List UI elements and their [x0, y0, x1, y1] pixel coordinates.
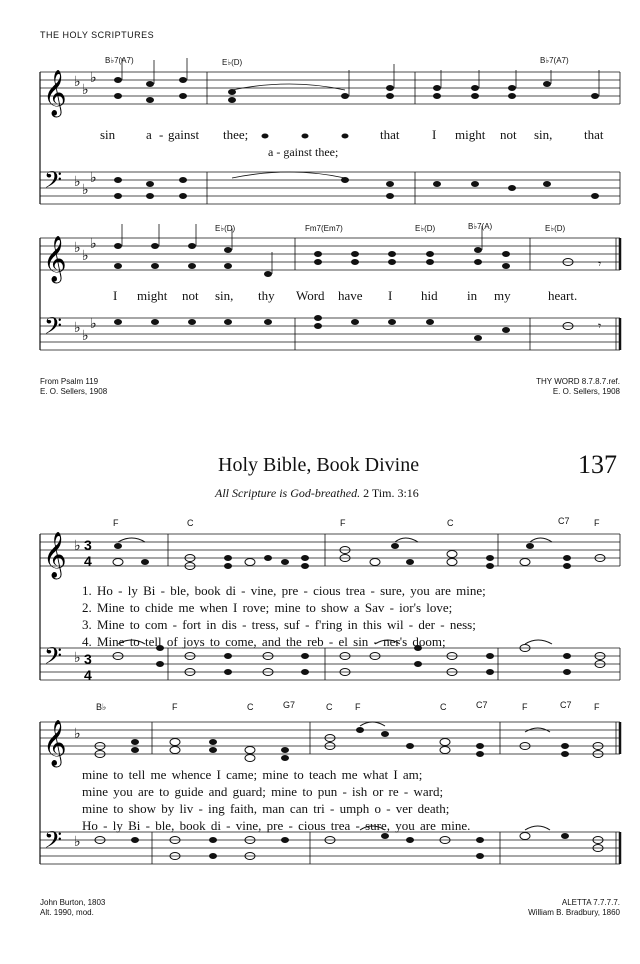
lyric-word: not: [500, 127, 517, 142]
lyric-word: in: [467, 288, 478, 303]
svg-text:♭: ♭: [82, 247, 89, 263]
chord-symbol: B♭: [96, 702, 107, 712]
alt-lyric: a - gainst thee;: [268, 145, 339, 159]
text-source: [40, 377, 107, 397]
chord-symbol: F: [113, 518, 119, 528]
svg-text:♭: ♭: [74, 319, 81, 335]
svg-text:𝄾: 𝄾: [598, 319, 602, 333]
credit-line: William B. Bradbury, 1860: [528, 908, 620, 917]
hymn-system-2-score: [0, 698, 640, 868]
svg-text:♭: ♭: [90, 169, 97, 185]
svg-text:♭: ♭: [74, 239, 81, 255]
lyric-word: not: [182, 288, 199, 303]
svg-text:3: 3: [84, 537, 92, 553]
lyric-word: sin: [100, 127, 116, 142]
chord-symbol: C: [187, 518, 194, 528]
chord-symbol: F: [594, 518, 600, 528]
chord-symbol: C7: [560, 700, 572, 710]
lyric-word: heart.: [548, 288, 578, 303]
lyric-word: Word: [296, 288, 325, 303]
hymn-number: 137: [578, 450, 617, 479]
svg-text:♭: ♭: [74, 649, 81, 665]
credit-line: ALETTA 7.7.7.7.: [561, 898, 620, 907]
chord-symbol: E♭(D): [215, 224, 236, 233]
svg-text:♭: ♭: [74, 173, 81, 189]
chord-symbol: Fm7(Em7): [305, 224, 343, 233]
hymn-text-credit: [40, 898, 105, 918]
svg-text:♭: ♭: [74, 725, 81, 741]
chord-symbol: B♭7(A): [468, 222, 493, 231]
svg-text:3: 3: [84, 651, 92, 667]
svg-text:♭: ♭: [90, 235, 97, 251]
lyric-word: might: [455, 127, 486, 142]
chord-symbol: C: [440, 702, 447, 712]
svg-text:♭: ♭: [82, 327, 89, 343]
lyric-word: might: [137, 288, 168, 303]
epigraph: [215, 486, 419, 501]
verse-3-line-2: mine to show by liv - ing faith, man can tri - umph o - ver death;: [82, 801, 450, 816]
hymn-tune-credit: [528, 898, 620, 918]
verse-1-line-1: 1. Ho - ly Bi - ble, book di - vine, pre - cious trea - sure, you are mine;: [82, 583, 486, 598]
chord-symbol: B♭7(A7): [540, 56, 569, 65]
chord-symbol: C7: [558, 516, 570, 526]
svg-text:♭: ♭: [74, 833, 81, 849]
svg-text:♭: ♭: [90, 315, 97, 331]
chord-symbol: F: [340, 518, 346, 528]
svg-text:𝄢: 𝄢: [44, 312, 63, 345]
lyric-word: have: [338, 288, 363, 303]
chord-symbol: C: [247, 702, 254, 712]
svg-text:♭: ♭: [82, 181, 89, 197]
lyric-word: gainst: [168, 127, 200, 142]
chord-symbol: F: [172, 702, 178, 712]
epigraph-reference: 2 Tim. 3:16: [363, 486, 419, 500]
svg-text:𝄞: 𝄞: [43, 236, 67, 282]
verse-1-line-2: mine to tell me whence I came; mine to teach me what I am;: [82, 767, 423, 782]
lyric-word: my: [494, 288, 511, 303]
svg-text:𝄞: 𝄞: [43, 70, 67, 116]
svg-text:𝄢: 𝄢: [44, 642, 63, 675]
verse-4-line-2: Ho - ly Bi - ble, book di - vine, pre - cious trea - sure, you are mine.: [82, 818, 471, 833]
lyric-word: sin,: [534, 127, 553, 142]
tune-source: [536, 377, 620, 397]
chord-symbol: E♭(D): [545, 224, 566, 233]
source-line: From Psalm 119: [40, 377, 99, 386]
svg-text:𝄞: 𝄞: [43, 720, 67, 766]
svg-text:4: 4: [84, 667, 92, 683]
chord-symbol: B♭7(A7): [105, 56, 134, 65]
verse-4-line-1: 4. Mine to tell of joys to come, and the reb - el sin - ner's doom;: [82, 634, 446, 649]
svg-text:𝄾: 𝄾: [598, 257, 602, 271]
lyric-hyphen: -: [159, 127, 164, 142]
svg-text:♭: ♭: [74, 73, 81, 89]
chord-symbol: C7: [476, 700, 488, 710]
chord-symbol: F: [594, 702, 600, 712]
svg-text:4: 4: [84, 553, 92, 569]
verse-2-line-2: mine you are to guide and guard; mine to pun - ish or re - ward;: [82, 784, 444, 799]
lyric-word: I: [388, 288, 393, 303]
svg-text:𝄞: 𝄞: [43, 532, 67, 578]
lyric-word: I: [432, 127, 437, 142]
lyric-word: thee;: [223, 127, 249, 142]
credit-line: Alt. 1990, mod.: [40, 908, 94, 917]
chord-symbol: F: [355, 702, 361, 712]
source-line: THY WORD 8.7.8.7.ref.: [536, 377, 620, 386]
verse-3-line-1: 3. Mine to com - fort in dis - tress, suf - f'ring in this wil - der - ness;: [82, 617, 476, 632]
chord-symbol: E♭(D): [415, 224, 436, 233]
chord-symbol: G7: [283, 700, 296, 710]
chord-symbol: E♭(D): [222, 58, 243, 67]
lyric-word: that: [380, 127, 400, 142]
verse-2-line-1: 2. Mine to chide me when I rove; mine to show a Sav - ior's love;: [82, 600, 453, 615]
epigraph-text: All Scripture is God-breathed.: [215, 486, 361, 500]
svg-text:♭: ♭: [74, 537, 81, 553]
lyric-word: I: [113, 288, 118, 303]
lyric-word: thy: [258, 288, 275, 303]
source-line: E. O. Sellers, 1908: [552, 387, 620, 396]
lyric-word: hid: [421, 288, 438, 303]
svg-text:𝄢: 𝄢: [44, 166, 63, 199]
credit-line: John Burton, 1803: [40, 898, 106, 907]
chord-symbol: C: [447, 518, 454, 528]
hymn-title: Holy Bible, Book Divine: [218, 454, 420, 476]
lyric-word: sin,: [215, 288, 234, 303]
page-header: THE HOLY SCRIPTURES: [40, 30, 155, 40]
source-line: E. O. Sellers, 1908: [40, 387, 108, 396]
lyric-word: a: [146, 127, 152, 142]
chord-symbol: C: [326, 702, 333, 712]
svg-text:𝄢: 𝄢: [44, 826, 63, 859]
chord-symbol: F: [522, 702, 528, 712]
svg-text:♭: ♭: [90, 69, 97, 85]
lyric-word: that: [584, 127, 604, 142]
svg-text:♭: ♭: [82, 81, 89, 97]
